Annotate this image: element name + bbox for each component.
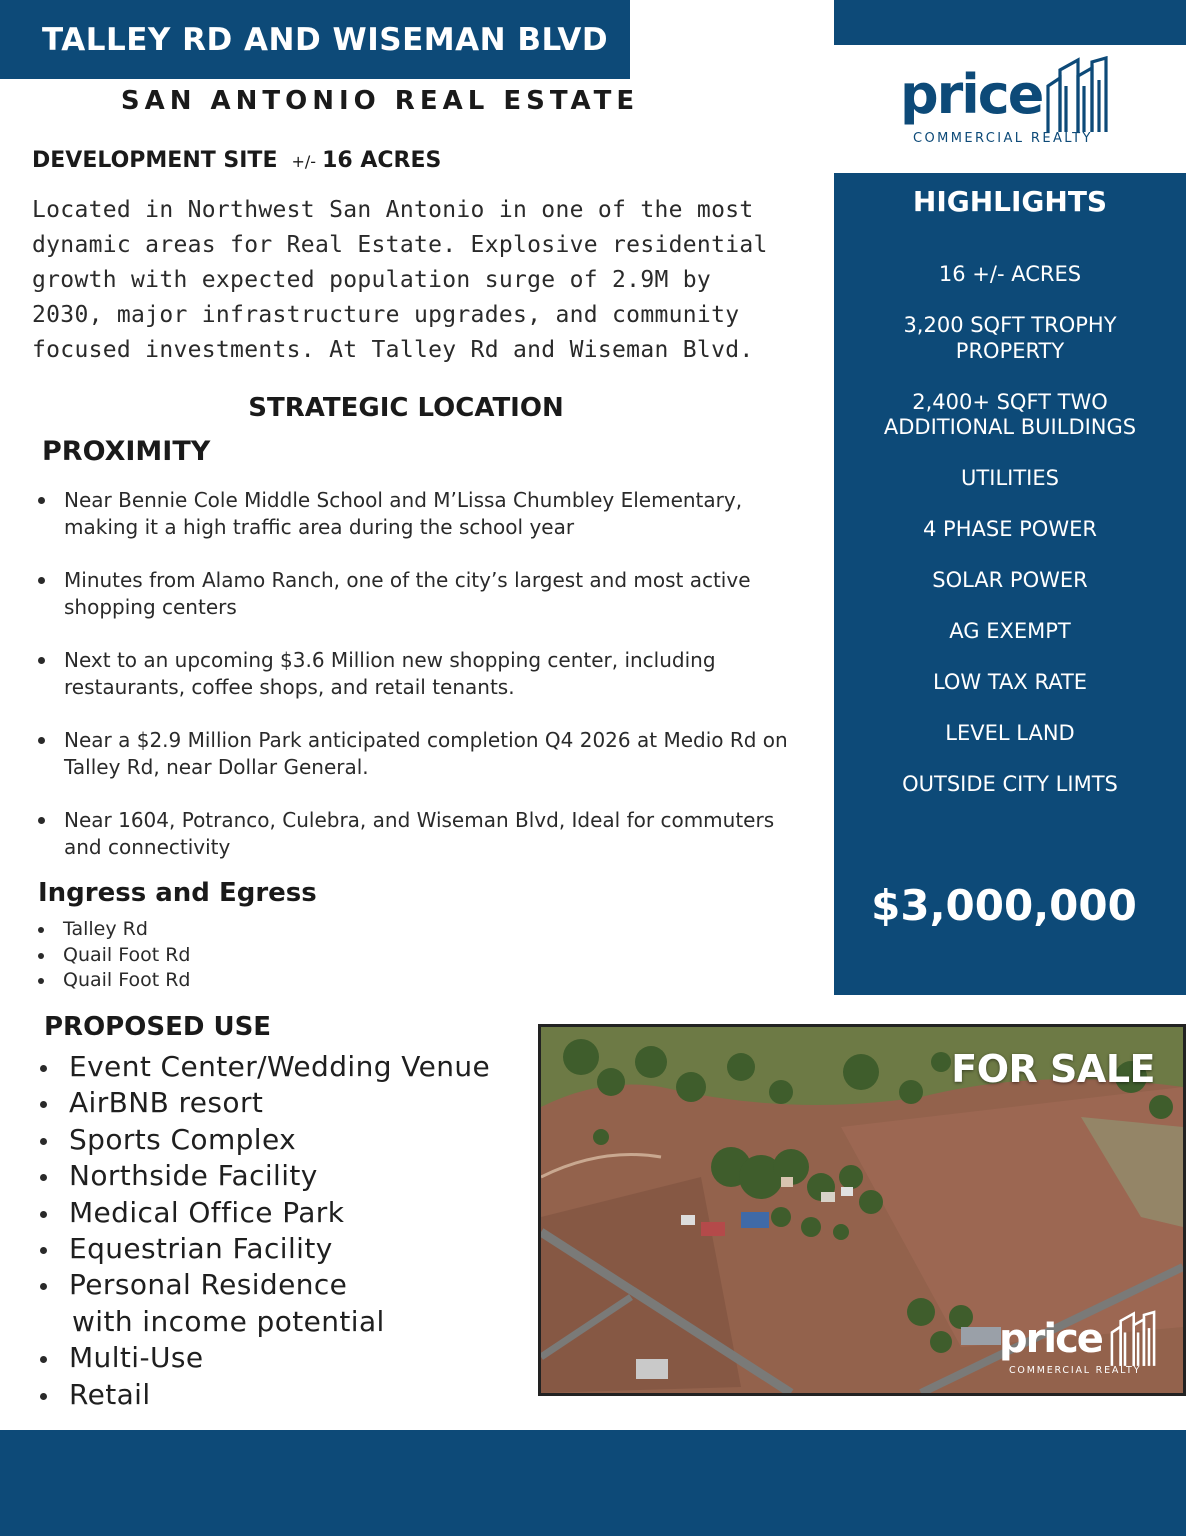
highlight-item: 16 +/- ACRES — [938, 262, 1082, 286]
list-item: Event Center/Wedding Venue — [38, 1049, 490, 1085]
list-item: Multi-Use — [38, 1340, 490, 1376]
building-logo-icon — [1109, 1310, 1157, 1368]
highlights-list — [834, 262, 1186, 823]
list-item: Sports Complex — [38, 1122, 490, 1158]
list-item: Retail — [38, 1377, 490, 1413]
list-item: Equestrian Facility — [38, 1231, 490, 1267]
list-item: Quail Foot Rd — [36, 943, 191, 969]
highlight-item: 4 PHASE POWER — [923, 517, 1097, 541]
aerial-property-photo — [538, 1024, 1186, 1396]
list-item: Quail Foot Rd — [36, 968, 191, 994]
list-item: Medical Office Park — [38, 1195, 490, 1231]
acreage: 16 ACRES — [322, 148, 442, 173]
ingress-egress-heading: Ingress and Egress — [38, 878, 317, 908]
list-item: Next to an upcoming $3.6 Million new shopping center, including restaurants, coffee shops, and retail tenants. — [36, 647, 796, 701]
proximity-heading: PROXIMITY — [42, 436, 211, 467]
highlight-item: SOLAR POWER — [932, 568, 1088, 592]
list-item: Near a $2.9 Million Park anticipated completion Q4 2026 at Medio Rd on Talley Rd, near Dollar General. — [36, 727, 796, 781]
list-item: AirBNB resort — [38, 1085, 490, 1121]
top-right-accent-bar — [834, 0, 1186, 45]
list-item: Personal Residence — [38, 1267, 490, 1303]
proposed-use-list — [38, 1049, 490, 1413]
logo-tagline: COMMERCIAL REALTY — [913, 131, 1093, 146]
highlight-item: LEVEL LAND — [945, 721, 1075, 745]
highlight-item: 2,400+ SQFT TWO ADDITIONAL BUILDINGS — [883, 389, 1137, 439]
ingress-list — [36, 917, 191, 994]
strategic-location-heading: STRATEGIC LOCATION — [248, 393, 564, 423]
list-item: Northside Facility — [38, 1158, 490, 1194]
highlight-item: OUTSIDE CITY LIMTS — [902, 772, 1118, 796]
for-sale-badge: FOR SALE — [951, 1047, 1155, 1091]
intro-paragraph: Located in Northwest San Antonio in one of the most dynamic areas for Real Estate. Explosive residential growth with expected population surge of 2.9M by 2030, major infrastructure upgrades, and community focused investments. At Talley Rd and Wiseman Blvd. — [32, 197, 768, 363]
proposed-use-heading: PROPOSED USE — [44, 1012, 272, 1042]
logo-wordmark: price — [900, 63, 1043, 126]
photo-watermark-logo — [999, 1307, 1169, 1377]
photo-logo-wordmark: price — [999, 1316, 1102, 1362]
proximity-list — [36, 487, 796, 887]
highlight-item: UTILITIES — [961, 466, 1059, 490]
development-site-label: DEVELOPMENT SITE — [32, 148, 278, 173]
price-commercial-realty-logo — [898, 56, 1118, 151]
list-item: Talley Rd — [36, 917, 191, 943]
page-subtitle: SAN ANTONIO REAL ESTATE — [120, 86, 640, 116]
list-item: Minutes from Alamo Ranch, one of the city’s largest and most active shopping centers — [36, 567, 796, 621]
list-item-continuation: with income potential — [72, 1304, 385, 1338]
highlights-heading: HIGHLIGHTS — [912, 185, 1108, 218]
list-item: Near 1604, Potranco, Culebra, and Wiseman Blvd, Ideal for commuters and connectivity — [36, 807, 796, 861]
highlight-item: 3,200 SQFT TROPHY PROPERTY — [903, 313, 1117, 363]
photo-logo-tagline: COMMERCIAL REALTY — [1009, 1365, 1142, 1376]
highlight-item: AG EXEMPT — [949, 619, 1071, 643]
title-banner — [0, 0, 630, 79]
footer-bar — [0, 1430, 1186, 1536]
asking-price: $3,000,000 — [871, 881, 1137, 930]
list-item: Near Bennie Cole Middle School and M’Lissa Chumbley Elementary, making it a high traffic area during the school year — [36, 487, 796, 541]
development-site-line — [32, 148, 441, 173]
plus-minus-sign: +/- — [291, 152, 317, 171]
building-logo-icon — [1044, 56, 1110, 134]
highlights-panel — [834, 173, 1186, 995]
highlight-item: LOW TAX RATE — [932, 670, 1088, 694]
page-title: TALLEY RD AND WISEMAN BLVD — [42, 21, 609, 58]
